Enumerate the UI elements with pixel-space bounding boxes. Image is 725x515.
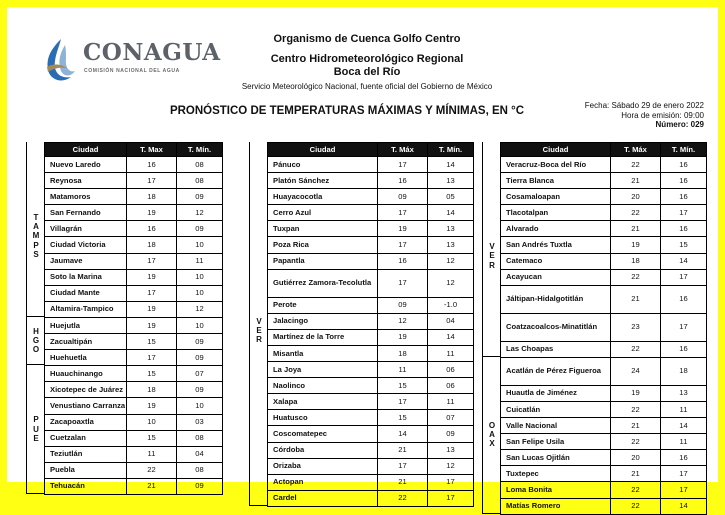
- state-label-text: TAMPS: [32, 213, 40, 259]
- temp-max: 11: [378, 362, 428, 378]
- temp-max: 19: [127, 317, 177, 333]
- table-row: [501, 450, 707, 466]
- temp-max: 21: [611, 418, 661, 434]
- city-name: Papantla: [268, 253, 378, 269]
- temp-max: 17: [127, 285, 177, 301]
- table-row: [501, 189, 707, 205]
- table-row: [45, 350, 223, 366]
- state-label: [27, 365, 45, 494]
- table-row: [45, 317, 223, 333]
- city-name: Zacualtipán: [45, 334, 127, 350]
- table-row: [45, 382, 223, 398]
- temp-min: 11: [177, 253, 223, 269]
- table-row: [268, 474, 474, 490]
- temp-min: 09: [428, 426, 474, 442]
- temp-min: 11: [428, 345, 474, 361]
- temp-max: 18: [127, 382, 177, 398]
- temp-min: 14: [428, 157, 474, 173]
- temp-min: 14: [428, 205, 474, 221]
- city-name: Perote: [268, 297, 378, 313]
- city-name: Cuetzalan: [45, 430, 127, 446]
- city-name: Actopan: [268, 474, 378, 490]
- temp-min: 13: [428, 173, 474, 189]
- temp-max: 22: [611, 401, 661, 417]
- temp-min: 16: [661, 189, 707, 205]
- temp-min: 03: [177, 414, 223, 430]
- table-row: [501, 401, 707, 417]
- temp-min: 09: [177, 382, 223, 398]
- report-date: Fecha: Sábado 29 de enero 2022: [584, 101, 704, 110]
- report-time: Hora de emisión: 09:00: [621, 111, 704, 120]
- temp-min: 11: [661, 434, 707, 450]
- table-row: [501, 385, 707, 401]
- city-name: Acayucan: [501, 269, 611, 285]
- table-row: [501, 285, 707, 313]
- table-row: [45, 269, 223, 285]
- city-name: Tuxpan: [268, 221, 378, 237]
- city-name: Veracruz-Boca del Río: [501, 157, 611, 173]
- city-name: Ciudad Victoria: [45, 237, 127, 253]
- temp-min: 08: [177, 173, 223, 189]
- table-row: [45, 366, 223, 382]
- state-label: [483, 357, 501, 514]
- city-name: Loma Bonita: [501, 482, 611, 498]
- table-row: [501, 221, 707, 237]
- table-row: [45, 334, 223, 350]
- column-header-tmax: T. Max: [127, 143, 177, 157]
- temp-max: 19: [127, 205, 177, 221]
- table-row: [45, 173, 223, 189]
- temp-min: 09: [177, 221, 223, 237]
- table-row: [268, 362, 474, 378]
- table-row: [501, 269, 707, 285]
- temp-min: 17: [661, 313, 707, 341]
- city-name: Ciudad Mante: [45, 285, 127, 301]
- temp-max: 21: [378, 442, 428, 458]
- state-label: [27, 317, 45, 365]
- temp-min: 16: [661, 341, 707, 357]
- city-name: Huauchinango: [45, 366, 127, 382]
- temp-max: 17: [378, 269, 428, 297]
- city-name: Pánuco: [268, 157, 378, 173]
- city-name: Martínez de la Torre: [268, 329, 378, 345]
- city-name: San Lucas Ojitlán: [501, 450, 611, 466]
- table-row: [268, 442, 474, 458]
- temp-min: 16: [661, 285, 707, 313]
- table-header-row: [268, 143, 474, 157]
- temp-min: 12: [428, 458, 474, 474]
- table-panel-tamps-hgo-pue: [26, 142, 223, 495]
- temp-max: 21: [611, 285, 661, 313]
- temp-min: 12: [177, 301, 223, 317]
- table-row: [45, 430, 223, 446]
- table-row: [501, 418, 707, 434]
- temp-max: 17: [378, 205, 428, 221]
- temp-max: 19: [378, 221, 428, 237]
- city-name: Poza Rica: [268, 237, 378, 253]
- city-name: Alvarado: [501, 221, 611, 237]
- temp-max: 20: [611, 189, 661, 205]
- temp-min: 18: [661, 357, 707, 385]
- city-name: Jáltipan-Hidalgotitlán: [501, 285, 611, 313]
- table-row: [45, 285, 223, 301]
- service-line: Servicio Meteorológico Nacional, fuente oficial del Gobierno de México: [241, 82, 493, 91]
- temp-min: 17: [661, 466, 707, 482]
- table-row: [45, 462, 223, 478]
- temp-max: 15: [378, 378, 428, 394]
- temp-max: 19: [378, 329, 428, 345]
- temp-min: 14: [661, 253, 707, 269]
- table-row: [501, 253, 707, 269]
- table-row: [268, 458, 474, 474]
- temp-max: 17: [127, 350, 177, 366]
- city-name: Tuxtepec: [501, 466, 611, 482]
- city-name: Soto la Marina: [45, 269, 127, 285]
- column-header-tmax: T. Máx: [378, 143, 428, 157]
- temp-max: 22: [611, 341, 661, 357]
- temp-min: 17: [661, 269, 707, 285]
- column-header-tmax: T. Máx: [611, 143, 661, 157]
- temp-max: 23: [611, 313, 661, 341]
- temp-min: 12: [428, 269, 474, 297]
- temp-max: 17: [127, 173, 177, 189]
- temp-min: 12: [428, 253, 474, 269]
- table-row: [501, 341, 707, 357]
- forecast-table: [44, 142, 223, 495]
- temp-min: 17: [661, 205, 707, 221]
- city-name: San Fernando: [45, 205, 127, 221]
- temp-max: 19: [127, 269, 177, 285]
- table-row: [268, 269, 474, 297]
- table-row: [45, 301, 223, 317]
- state-label-text: VER: [489, 242, 495, 270]
- temp-min: 04: [177, 446, 223, 462]
- forecast-table: [500, 142, 707, 515]
- table-row: [45, 398, 223, 414]
- temp-min: 10: [177, 237, 223, 253]
- table-row: [501, 434, 707, 450]
- city-name: Orizaba: [268, 458, 378, 474]
- table-panel-ver-south-oax: [482, 142, 707, 515]
- temp-max: 17: [378, 157, 428, 173]
- table-row: [268, 221, 474, 237]
- state-label-text: VER: [256, 316, 262, 345]
- temp-max: 21: [611, 173, 661, 189]
- temp-min: 14: [661, 418, 707, 434]
- city-name: Huatusco: [268, 410, 378, 426]
- temp-max: 20: [611, 450, 661, 466]
- table-row: [268, 237, 474, 253]
- table-row: [268, 394, 474, 410]
- report-title: PRONÓSTICO DE TEMPERATURAS MÁXIMAS Y MÍNIMAS, EN °C: [169, 105, 525, 117]
- city-name: Cerro Azul: [268, 205, 378, 221]
- temp-max: 22: [611, 157, 661, 173]
- table-row: [268, 173, 474, 189]
- table-row: [268, 329, 474, 345]
- temp-min: 16: [661, 173, 707, 189]
- drop-icon: [39, 37, 79, 83]
- city-name: San Felipe Usila: [501, 434, 611, 450]
- table-row: [501, 237, 707, 253]
- table-row: [501, 498, 707, 514]
- temp-max: 15: [127, 334, 177, 350]
- table-row: [45, 237, 223, 253]
- temp-min: 10: [177, 317, 223, 333]
- logo-wordmark: CONAGUA: [83, 39, 221, 66]
- table-header-row: [45, 143, 223, 157]
- table-header-row: [501, 143, 707, 157]
- temp-max: 11: [127, 446, 177, 462]
- city-name: Tierra Blanca: [501, 173, 611, 189]
- temp-min: 17: [428, 490, 474, 506]
- temp-max: 17: [378, 394, 428, 410]
- table-row: [268, 253, 474, 269]
- temp-max: 09: [378, 297, 428, 313]
- city-name: Altamira-Tampico: [45, 301, 127, 317]
- temp-min: 16: [661, 221, 707, 237]
- temp-max: 22: [611, 205, 661, 221]
- temp-min: 04: [428, 313, 474, 329]
- state-column: [482, 142, 500, 514]
- column-header-ciudad: Ciudad: [45, 143, 127, 157]
- temp-min: 12: [177, 205, 223, 221]
- forecast-table: [267, 142, 474, 507]
- table-row: [268, 189, 474, 205]
- table-row: [268, 157, 474, 173]
- table-row: [268, 313, 474, 329]
- temp-min: 09: [177, 478, 223, 494]
- state-label-text: OAX: [488, 421, 496, 449]
- temp-max: 21: [378, 474, 428, 490]
- city-name: Teziutlán: [45, 446, 127, 462]
- temp-max: 10: [127, 414, 177, 430]
- city-name: Jalacingo: [268, 313, 378, 329]
- temp-max: 18: [378, 345, 428, 361]
- table-row: [45, 414, 223, 430]
- temp-max: 16: [378, 173, 428, 189]
- temp-max: 19: [611, 385, 661, 401]
- table-row: [501, 157, 707, 173]
- temp-min: 10: [177, 285, 223, 301]
- center-line-2: Boca del Río: [333, 66, 401, 78]
- state-label: [483, 156, 501, 357]
- temp-max: 09: [378, 189, 428, 205]
- temp-min: 13: [428, 442, 474, 458]
- temp-max: 12: [378, 313, 428, 329]
- temp-max: 21: [611, 221, 661, 237]
- table-row: [268, 378, 474, 394]
- temp-max: 19: [127, 301, 177, 317]
- city-name: Córdoba: [268, 442, 378, 458]
- city-name: Huayacocotla: [268, 189, 378, 205]
- temp-max: 16: [378, 253, 428, 269]
- temp-min: 06: [428, 378, 474, 394]
- temp-min: 17: [428, 474, 474, 490]
- city-name: Naolinco: [268, 378, 378, 394]
- city-name: Jaumave: [45, 253, 127, 269]
- city-name: Platón Sánchez: [268, 173, 378, 189]
- city-name: Matamoros: [45, 189, 127, 205]
- table-row: [45, 478, 223, 494]
- temp-min: 13: [661, 385, 707, 401]
- table-row: [268, 297, 474, 313]
- temp-min: 16: [661, 157, 707, 173]
- column-header-ciudad: Ciudad: [501, 143, 611, 157]
- table-row: [268, 205, 474, 221]
- table-row: [501, 482, 707, 498]
- temp-min: 11: [661, 401, 707, 417]
- table-row: [501, 205, 707, 221]
- column-header-ciudad: Ciudad: [268, 143, 378, 157]
- city-name: Valle Nacional: [501, 418, 611, 434]
- city-name: Huautla de Jiménez: [501, 385, 611, 401]
- table-row: [501, 357, 707, 385]
- temp-min: 05: [428, 189, 474, 205]
- state-column: [26, 142, 44, 494]
- forecast-sheet: [7, 7, 718, 511]
- table-row: [268, 345, 474, 361]
- temp-min: 08: [177, 430, 223, 446]
- city-name: Puebla: [45, 462, 127, 478]
- temp-max: 18: [127, 189, 177, 205]
- table-row: [45, 446, 223, 462]
- city-name: Misantla: [268, 345, 378, 361]
- temp-max: 19: [611, 237, 661, 253]
- temp-min: 09: [177, 189, 223, 205]
- logo-subtitle: COMISIÓN NACIONAL DEL AGUA: [84, 68, 180, 74]
- temp-min: 09: [177, 350, 223, 366]
- temp-max: 15: [127, 366, 177, 382]
- city-name: Cosamaloapan: [501, 189, 611, 205]
- state-label: [250, 156, 268, 506]
- temp-max: 18: [611, 253, 661, 269]
- table-row: [501, 466, 707, 482]
- city-name: Xalapa: [268, 394, 378, 410]
- column-header-tmin: T. Mín.: [428, 143, 474, 157]
- temp-min: 09: [177, 334, 223, 350]
- center-line-1: Centro Hidrometeorológico Regional: [270, 53, 464, 65]
- temp-max: 21: [127, 478, 177, 494]
- temp-max: 14: [378, 426, 428, 442]
- table-row: [45, 221, 223, 237]
- temp-min: 16: [661, 450, 707, 466]
- temp-min: 07: [177, 366, 223, 382]
- city-name: Acatlán de Pérez Figueroa: [501, 357, 611, 385]
- temp-max: 22: [378, 490, 428, 506]
- table-row: [268, 410, 474, 426]
- temp-min: -1.0: [428, 297, 474, 313]
- temp-min: 10: [177, 269, 223, 285]
- table-row: [501, 313, 707, 341]
- table-row: [268, 490, 474, 506]
- city-name: Tlacotalpan: [501, 205, 611, 221]
- state-label-text: PUE: [33, 415, 39, 443]
- temp-min: 11: [428, 394, 474, 410]
- city-name: Reynosa: [45, 173, 127, 189]
- city-name: Las Choapas: [501, 341, 611, 357]
- table-row: [268, 426, 474, 442]
- temp-max: 17: [378, 458, 428, 474]
- temp-min: 15: [661, 237, 707, 253]
- temp-max: 18: [127, 237, 177, 253]
- column-header-tmin: T. Mín.: [661, 143, 707, 157]
- temp-max: 24: [611, 357, 661, 385]
- city-name: Tehuacán: [45, 478, 127, 494]
- temp-max: 15: [127, 430, 177, 446]
- city-name: La Joya: [268, 362, 378, 378]
- table-row: [45, 253, 223, 269]
- temp-max: 22: [611, 482, 661, 498]
- temp-max: 19: [127, 398, 177, 414]
- state-label: [27, 156, 45, 317]
- temp-max: 22: [611, 434, 661, 450]
- city-name: Zacapoaxtla: [45, 414, 127, 430]
- table-panel-ver-north: [249, 142, 474, 507]
- conagua-logo: [39, 37, 219, 83]
- table-row: [45, 205, 223, 221]
- temp-max: 22: [611, 269, 661, 285]
- city-name: Gutiérrez Zamora-Tecolutla: [268, 269, 378, 297]
- temp-max: 17: [127, 253, 177, 269]
- city-name: Venustiano Carranza: [45, 398, 127, 414]
- temp-max: 17: [378, 237, 428, 253]
- temp-min: 08: [177, 157, 223, 173]
- table-row: [45, 189, 223, 205]
- temp-max: 22: [611, 498, 661, 514]
- temp-min: 13: [428, 237, 474, 253]
- temp-max: 15: [378, 410, 428, 426]
- temp-min: 17: [661, 482, 707, 498]
- temp-max: 16: [127, 157, 177, 173]
- temp-max: 21: [611, 466, 661, 482]
- temp-max: 22: [127, 462, 177, 478]
- state-label-text: HGO: [32, 326, 40, 355]
- temp-min: 07: [428, 410, 474, 426]
- city-name: Huejutla: [45, 317, 127, 333]
- city-name: Cardel: [268, 490, 378, 506]
- temp-min: 14: [428, 329, 474, 345]
- report-number: Número: 029: [655, 120, 704, 129]
- column-header-tmin: T. Mín.: [177, 143, 223, 157]
- city-name: Matías Romero: [501, 498, 611, 514]
- state-column: [249, 142, 267, 506]
- city-name: Coatzacoalcos-Minatitlán: [501, 313, 611, 341]
- city-name: Coscomatepec: [268, 426, 378, 442]
- temp-min: 10: [177, 398, 223, 414]
- city-name: San Andrés Tuxtla: [501, 237, 611, 253]
- city-name: Nuevo Laredo: [45, 157, 127, 173]
- city-name: Xicotepec de Juárez: [45, 382, 127, 398]
- city-name: Huehuetla: [45, 350, 127, 366]
- table-row: [45, 157, 223, 173]
- city-name: Villagrán: [45, 221, 127, 237]
- city-name: Cuicatlán: [501, 401, 611, 417]
- city-name: Catemaco: [501, 253, 611, 269]
- temp-min: 14: [661, 498, 707, 514]
- temp-max: 16: [127, 221, 177, 237]
- temp-min: 06: [428, 362, 474, 378]
- temp-min: 13: [428, 221, 474, 237]
- table-row: [501, 173, 707, 189]
- org-name: Organismo de Cuenca Golfo Centro: [273, 33, 461, 45]
- temp-min: 08: [177, 462, 223, 478]
